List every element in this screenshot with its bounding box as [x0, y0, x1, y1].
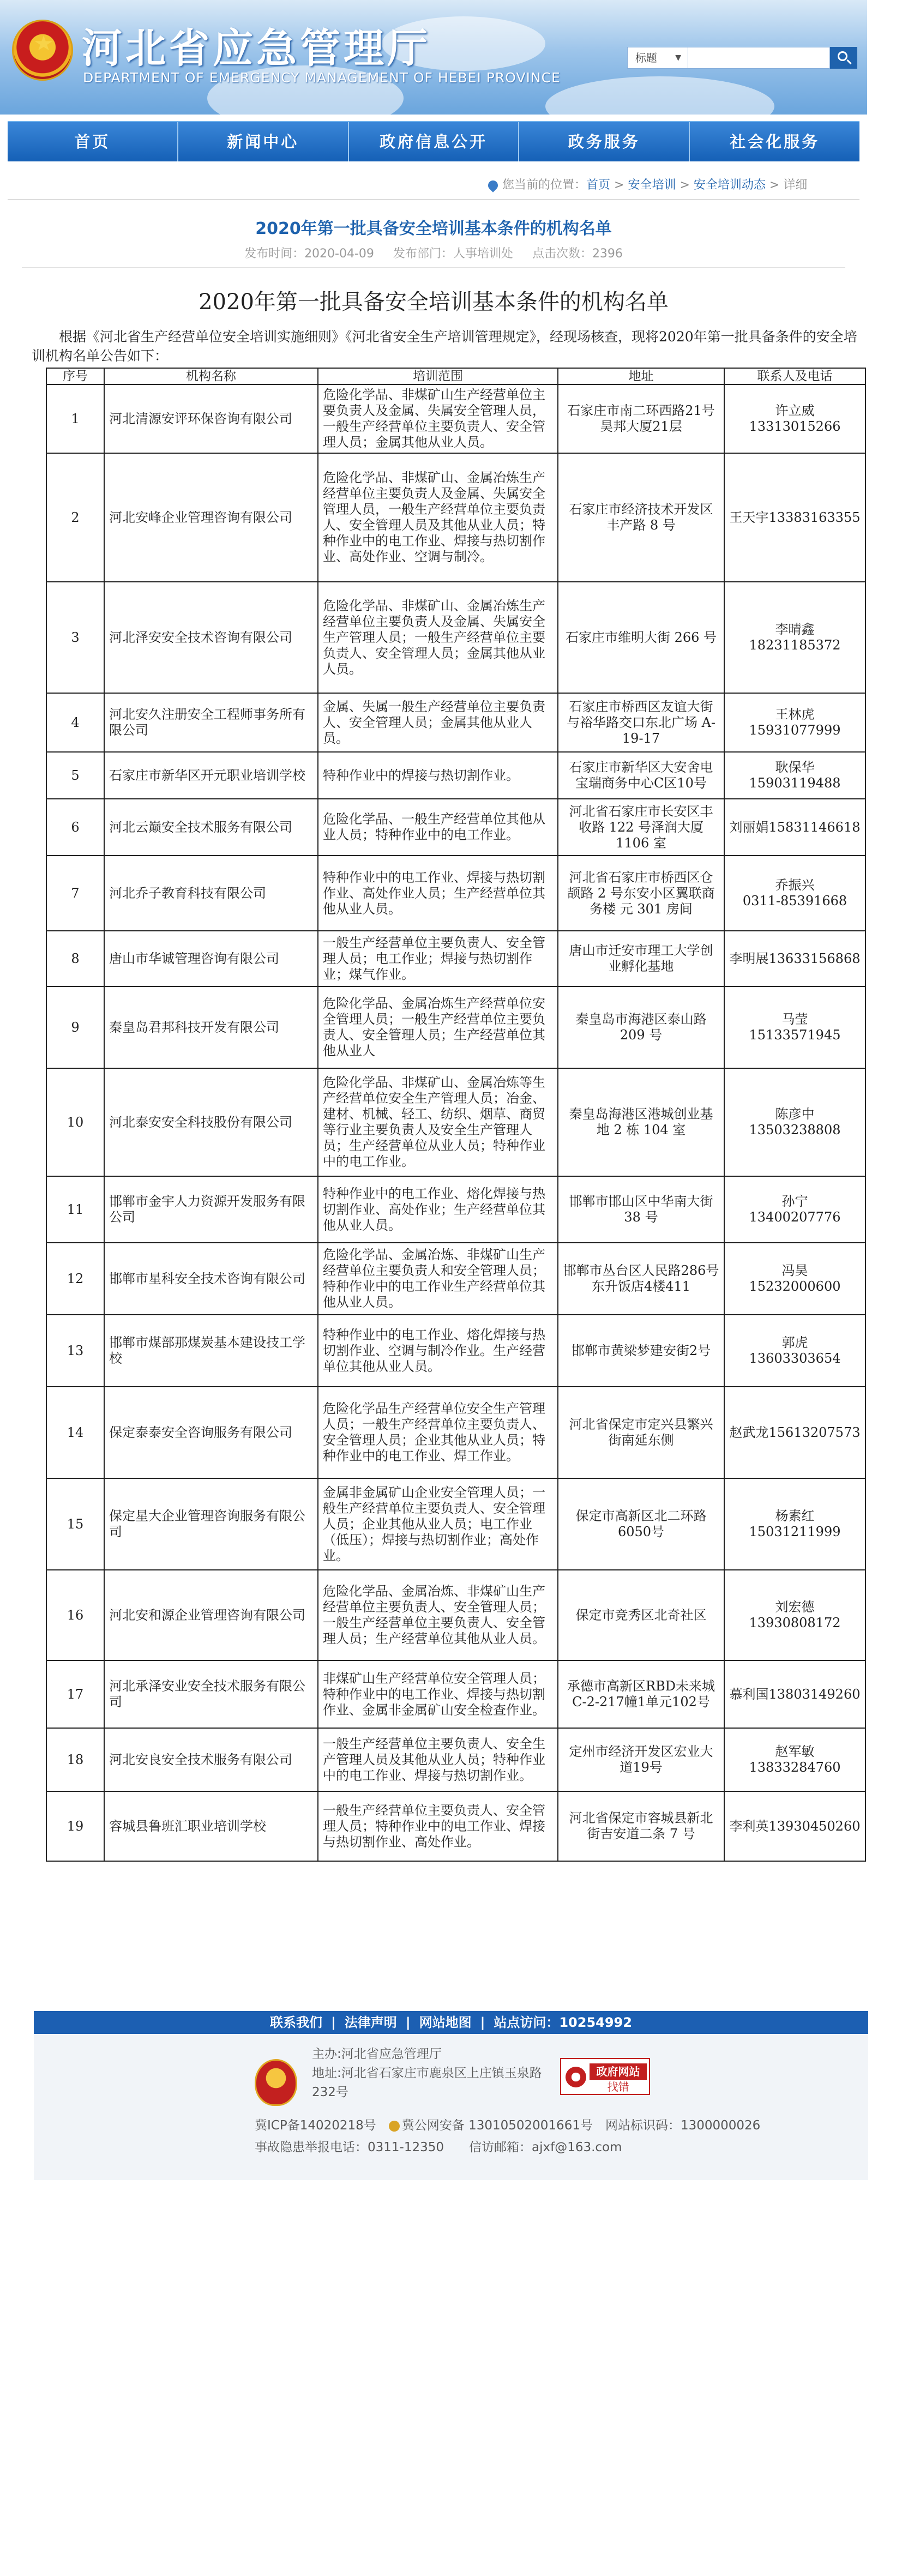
- cell-training-scope: 金属非金属矿山企业安全管理人员；一般生产经营单位主要负责人、安全管理人员；企业其他从业人员；电工作业（低压）；焊接与热切割作业；高处作业。: [318, 1478, 558, 1570]
- institution-table-wrapper: [46, 368, 865, 1862]
- cell-institution-name: 河北安峰企业管理咨询有限公司: [104, 453, 318, 582]
- institution-table: [46, 368, 866, 1862]
- footer-info: [312, 2045, 552, 2102]
- table-row: [46, 1478, 865, 1570]
- document-title: 2020年第一批具备安全培训基本条件的机构名单: [199, 290, 669, 315]
- national-emblem-icon: [12, 20, 73, 81]
- cell-index: 11: [46, 1176, 104, 1243]
- cell-address: 石家庄市维明大街 266 号: [558, 582, 724, 693]
- table-body: [46, 384, 865, 1861]
- footer-sponsor: 主办:河北省应急管理厅: [312, 2047, 442, 2061]
- cell-training-scope: 特种作业中的焊接与热切割作业。: [318, 752, 558, 799]
- publish-time: 发布时间：2020-04-09: [244, 247, 374, 261]
- site-title: 河北省应急管理厅: [82, 25, 431, 72]
- search-input[interactable]: [688, 47, 830, 69]
- cell-index: 3: [46, 582, 104, 693]
- table-header-row: [46, 368, 865, 384]
- cell-contact: 李利英13930450260: [724, 1791, 865, 1861]
- cell-training-scope: 危险化学品、金属冶炼、非煤矿山生产经营单位主要负责人、安全管理人员；一般生产经营单位主要负责人、安全管理人员；生产经营单位其他从业人员。: [318, 1570, 558, 1660]
- cell-training-scope: 非煤矿山生产经营单位安全管理人员； 特种作业中的电工作业、焊接与热切割作业、金属非金属矿山安全检查作业。: [318, 1660, 558, 1728]
- chevron-down-icon: ▼: [675, 53, 681, 62]
- nav-social-services[interactable]: 社会化服务: [730, 133, 820, 151]
- table-row: [46, 1570, 865, 1660]
- cell-institution-name: 河北泰安安全科技股份有限公司: [104, 1068, 318, 1176]
- search-type-select[interactable]: [627, 47, 688, 69]
- cell-contact: 王林虎 15931077999: [724, 693, 865, 752]
- cell-address: 河北省石家庄市桥西区仓颉路 2 号东安小区翼联商务楼 元 301 房间: [558, 856, 724, 931]
- cell-institution-name: 容城县鲁班汇职业培训学校: [104, 1791, 318, 1861]
- table-row: [46, 453, 865, 582]
- footer-links-bar: 联系我们 | 法律声明 | 网站地图 | 站点访问：10254992: [34, 2011, 868, 2034]
- site-header: [0, 0, 867, 115]
- cell-index: 12: [46, 1243, 104, 1315]
- main-nav: [8, 121, 859, 161]
- location-pin-icon: [486, 178, 500, 192]
- cell-institution-name: 河北云巅安全技术服务有限公司: [104, 799, 318, 856]
- article-header-title: 2020年第一批具备安全培训基本条件的机构名单: [255, 219, 612, 238]
- petition-email: 信访邮箱：ajxf@163.com: [469, 2140, 622, 2154]
- search-select-value: 标题: [635, 51, 657, 64]
- cell-address: 邯郸市黄梁梦建安街2号: [558, 1315, 724, 1387]
- cell-contact: 王天宇13383163355: [724, 453, 865, 582]
- cell-institution-name: 河北泽安安全技术咨询有限公司: [104, 582, 318, 693]
- cell-contact: 孙宁 13400207776: [724, 1176, 865, 1243]
- badge-title: 政府网站: [590, 2063, 647, 2080]
- breadcrumb: 您当前的位置：首页 > 安全培训 > 安全培训动态 > 详细: [488, 174, 870, 196]
- nav-news-center[interactable]: 新闻中心: [178, 122, 349, 161]
- cell-training-scope: 特种作业中的电工作业、熔化焊接与热切割作业、空调与制冷作业。生产经营单位其他从业人员。: [318, 1315, 558, 1387]
- cell-address: 石家庄市南二环西路21号昊邦大厦21层: [558, 384, 724, 453]
- cell-address: 石家庄市新华区大安舍电宝瑞商务中心C区10号: [558, 752, 724, 799]
- cell-training-scope: 危险化学品、一般生产经营单位其他从业人员；特种作业中的电工作业。: [318, 799, 558, 856]
- cell-address: 邯郸市邯山区中华南大街 38 号: [558, 1176, 724, 1243]
- cell-training-scope: 危险化学品、金属冶炼生产经营单位安全管理人员；一般生产经营单位主要负责人、安全管理人员；生产经营单位其他从业人: [318, 986, 558, 1068]
- cell-training-scope: 金属、失属一般生产经营单位主要负责人、安全管理人员；金属其他从业人员。: [318, 693, 558, 752]
- cell-address: 河北省石家庄市长安区丰收路 122 号泽润大厦 1106 室: [558, 799, 724, 856]
- gov-site-error-report-badge[interactable]: [560, 2058, 650, 2095]
- cell-index: 15: [46, 1478, 104, 1570]
- table-row: [46, 1315, 865, 1387]
- site-footer: [34, 2011, 868, 2180]
- cell-address: 秦皇岛海港区港城创业基地 2 栋 104 室: [558, 1068, 724, 1176]
- col-header-name: 机构名称: [104, 368, 318, 384]
- cell-address: 河北省保定市定兴县繁兴街南延东侧: [558, 1387, 724, 1478]
- article-meta: [0, 244, 867, 261]
- cell-training-scope: 危险化学品、非煤矿山、金属冶炼生产经营单位主要负责人及金属、失属安全生产管理人员；一般生产经营单位主要负责人、安全管理人员；金属其他从业人员。: [318, 582, 558, 693]
- cell-institution-name: 河北安久注册安全工程师事务所有限公司: [104, 693, 318, 752]
- cell-training-scope: 危险化学品、非煤矿山、金属冶炼生产经营单位主要负责人及金属、失属安全管理人员，一般生产经营单位主要负责人、安全管理人员及其他从业人员；特种作业中的电工作业、焊接与热切割作业、高处作业、空调与制冷。: [318, 453, 558, 582]
- cell-address: 唐山市迁安市理工大学创业孵化基地: [558, 931, 724, 986]
- cell-index: 1: [46, 384, 104, 453]
- cell-address: 秦皇岛市海港区泰山路 209 号: [558, 986, 724, 1068]
- nav-gov-info[interactable]: 政府信息公开: [349, 122, 520, 161]
- cell-institution-name: 河北乔子教育科技有限公司: [104, 856, 318, 931]
- search-icon: [838, 51, 847, 61]
- cell-contact: 马莹 15133571945: [724, 986, 865, 1068]
- report-hotline: 事故隐患举报电话：0311-12350: [255, 2140, 444, 2154]
- cell-institution-name: 河北清源安评环保咨询有限公司: [104, 384, 318, 453]
- cell-institution-name: 邯郸市星科安全技术咨询有限公司: [104, 1243, 318, 1315]
- cell-index: 16: [46, 1570, 104, 1660]
- cell-index: 14: [46, 1387, 104, 1478]
- cell-index: 2: [46, 453, 104, 582]
- cell-institution-name: 石家庄市新华区开元职业培训学校: [104, 752, 318, 799]
- cell-index: 17: [46, 1660, 104, 1728]
- cell-index: 18: [46, 1728, 104, 1791]
- cell-index: 6: [46, 799, 104, 856]
- table-row: [46, 582, 865, 693]
- cell-index: 7: [46, 856, 104, 931]
- table-row: [46, 1243, 865, 1315]
- col-header-address: 地址: [558, 368, 724, 384]
- footer-link-legal[interactable]: 法律声明: [344, 2015, 397, 2030]
- cell-address: 邯郸市丛台区人民路286号东升饭店4楼411: [558, 1243, 724, 1315]
- cell-contact: 郭虎 13603303654: [724, 1315, 865, 1387]
- cell-contact: 李晴鑫 18231185372: [724, 582, 865, 693]
- divider: [22, 267, 845, 268]
- footer-address: 地址:河北省石家庄市鹿泉区上庄镇玉泉路232号: [312, 2066, 542, 2099]
- breadcrumb-current: 详细: [783, 178, 808, 192]
- nav-gov-services[interactable]: 政务服务: [519, 122, 690, 161]
- breadcrumb-training-news[interactable]: 安全培训动态: [693, 178, 766, 192]
- table-row: [46, 1176, 865, 1243]
- col-header-contact: 联系人及电话: [724, 368, 865, 384]
- cell-contact: 许立威 13313015266: [724, 384, 865, 453]
- cell-training-scope: 危险化学品、非煤矿山、金属冶炼等生产经营单位安全生产管理人员；冶金、建材、机械、轻工、纺织、烟草、商贸等行业主要负责人及安全生产管理人员；生产经营单位从业人员；特种作业中的电工作业。: [318, 1068, 558, 1176]
- breadcrumb-safety-training[interactable]: 安全培训: [628, 178, 676, 192]
- cell-contact: 赵军敏 13833284760: [724, 1728, 865, 1791]
- cell-contact: 杨素红 15031211999: [724, 1478, 865, 1570]
- table-row: [46, 799, 865, 856]
- footer-records: [255, 2115, 760, 2158]
- cell-index: 9: [46, 986, 104, 1068]
- table-row: [46, 931, 865, 986]
- col-header-index: 序号: [46, 368, 104, 384]
- click-count: 点击次数：2396: [532, 247, 623, 261]
- cell-contact: 李明展13633156868: [724, 931, 865, 986]
- cell-training-scope: 一般生产经营单位主要负责人、安全管理人员；电工作业；焊接与热切割作业；煤气作业。: [318, 931, 558, 986]
- table-row: [46, 1660, 865, 1728]
- nav-home[interactable]: 首页: [8, 122, 178, 161]
- table-row: [46, 752, 865, 799]
- cell-index: 10: [46, 1068, 104, 1176]
- cell-institution-name: 秦皇岛君邦科技开发有限公司: [104, 986, 318, 1068]
- cell-training-scope: 一般生产经营单位主要负责人、安全管理人员；特种作业中的电工作业、焊接与热切割作业、高处作业。: [318, 1791, 558, 1861]
- badge-subtitle: 找错: [607, 2080, 629, 2093]
- cell-address: 石家庄市经济技术开发区丰产路 8 号: [558, 453, 724, 582]
- col-header-scope: 培训范围: [318, 368, 558, 384]
- cell-institution-name: 邯郸市金宇人力资源开发服务有限公司: [104, 1176, 318, 1243]
- visit-counter: 站点访问：10254992: [494, 2015, 632, 2030]
- emblem-icon: [566, 2067, 586, 2087]
- cell-institution-name: 唐山市华诚管理咨询有限公司: [104, 931, 318, 986]
- cell-institution-name: 河北安和源企业管理咨询有限公司: [104, 1570, 318, 1660]
- cell-training-scope: 危险化学品、金属冶炼、非煤矿山生产经营单位主要负责人和安全管理人员；特种作业中的电工作业生产经营单位其他从业人员。: [318, 1243, 558, 1315]
- cell-contact: 刘宏德 13930808172: [724, 1570, 865, 1660]
- cell-contact: 冯昊 15232000600: [724, 1243, 865, 1315]
- document-intro: 根据《河北省生产经营单位安全培训实施细则》《河北省安全生产培训管理规定》，经现场核查，现将2020年第一批具备条件的安全培训机构名单公告如下：: [32, 329, 857, 364]
- cell-index: 5: [46, 752, 104, 799]
- cell-contact: 慕利国13803149260: [724, 1660, 865, 1728]
- icp-number[interactable]: 冀ICP备14020218号: [255, 2118, 376, 2133]
- breadcrumb-home[interactable]: 首页: [586, 178, 611, 192]
- cell-contact: 陈彦中 13503238808: [724, 1068, 865, 1176]
- site-id: 网站标识码：1300000026: [605, 2118, 761, 2133]
- cell-address: 保定市高新区北二环路6050号: [558, 1478, 724, 1570]
- cell-training-scope: 特种作业中的电工作业、熔化焊接与热切割作业、高处作业；生产经营单位其他从业人员。: [318, 1176, 558, 1243]
- cell-institution-name: 河北安良安全技术服务有限公司: [104, 1728, 318, 1791]
- cell-index: 4: [46, 693, 104, 752]
- table-row: [46, 856, 865, 931]
- cell-contact: 乔振兴 0311-85391668: [724, 856, 865, 931]
- cell-training-scope: 危险化学品生产经营单位安全生产管理人员；一般生产经营单位主要负责人、安全管理人员；企业其他从业人员；特种作业中的电工作业、焊工作业。: [318, 1387, 558, 1478]
- cell-address: 石家庄市桥西区友谊大街与裕华路交口东北广场 A-19-17: [558, 693, 724, 752]
- emergency-management-logo-icon: [255, 2059, 297, 2106]
- breadcrumb-prefix: 您当前的位置：: [502, 178, 587, 192]
- cell-contact: 刘丽娟15831146618: [724, 799, 865, 856]
- cell-index: 8: [46, 931, 104, 986]
- site-subtitle: DEPARTMENT OF EMERGENCY MANAGEMENT OF HEBEI PROVINCE: [83, 70, 561, 86]
- cell-index: 13: [46, 1315, 104, 1387]
- police-badge-icon: [389, 2121, 400, 2132]
- police-record[interactable]: 冀公网安备 13010502001661号: [401, 2118, 593, 2133]
- table-row: [46, 384, 865, 453]
- cell-institution-name: 河北承泽安业安全技术服务有限公司: [104, 1660, 318, 1728]
- cell-training-scope: 危险化学品、非煤矿山生产经营单位主要负责人及金属、失属安全管理人员，一般生产经营单位主要负责人、安全管理人员；金属其他从业人员。: [318, 384, 558, 453]
- cell-index: 19: [46, 1791, 104, 1861]
- cell-contact: 赵武龙15613207573: [724, 1387, 865, 1478]
- table-row: [46, 1728, 865, 1791]
- table-row: [46, 1791, 865, 1861]
- footer-link-contact[interactable]: 联系我们: [270, 2015, 323, 2030]
- cell-address: 保定市竞秀区北奇社区: [558, 1570, 724, 1660]
- publish-department: 发布部门：人事培训处: [393, 247, 513, 261]
- divider: [8, 199, 859, 200]
- table-row: [46, 986, 865, 1068]
- cell-address: 定州市经济开发区宏业大道19号: [558, 1728, 724, 1791]
- cell-address: 承德市高新区RBD未来城C-2-217幢1单元102号: [558, 1660, 724, 1728]
- cell-institution-name: 邯郸市煤部那煤炭基本建设技工学校: [104, 1315, 318, 1387]
- footer-link-sitemap[interactable]: 网站地图: [419, 2015, 472, 2030]
- table-row: [46, 693, 865, 752]
- cell-address: 河北省保定市容城县新北街吉安道二条 7 号: [558, 1791, 724, 1861]
- cell-training-scope: 一般生产经营单位主要负责人、安全生产管理人员及其他从业人员；特种作业中的电工作业、焊接与热切割作业。: [318, 1728, 558, 1791]
- cell-institution-name: 保定泰泰安全咨询服务有限公司: [104, 1387, 318, 1478]
- table-row: [46, 1068, 865, 1176]
- cell-contact: 耿保华 15903119488: [724, 752, 865, 799]
- search-button[interactable]: [830, 47, 857, 69]
- cell-training-scope: 特种作业中的电工作业、焊接与热切割作业、高处作业人员；生产经营单位其他从业人员。: [318, 856, 558, 931]
- cell-institution-name: 保定星大企业管理咨询服务有限公司: [104, 1478, 318, 1570]
- table-row: [46, 1387, 865, 1478]
